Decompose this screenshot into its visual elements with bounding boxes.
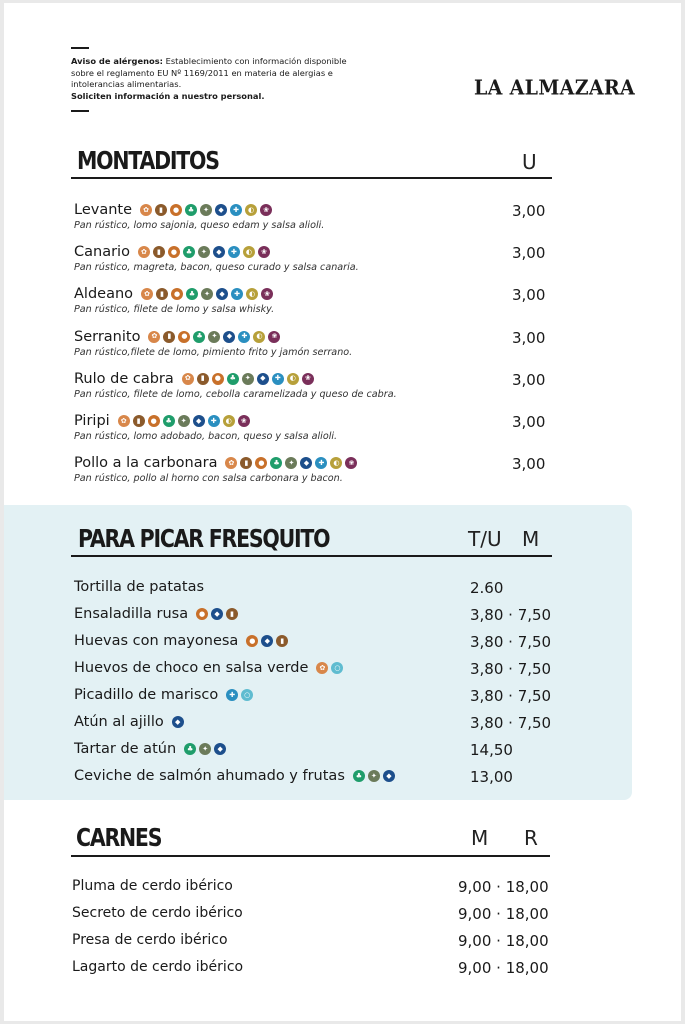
item-price: 3,80 · 7,50: [470, 606, 552, 624]
huevo-icon: ●: [168, 246, 180, 258]
lacteos-icon: ▮: [155, 204, 167, 216]
gluten-icon: ✿: [182, 373, 194, 385]
frutos-secos-icon: ✦: [208, 331, 220, 343]
pescado-icon: ◆: [383, 770, 395, 782]
column-header-m: M: [522, 527, 540, 551]
frutos-secos-icon: ✦: [285, 457, 297, 469]
item-name: Pollo a la carbonara: [74, 455, 218, 472]
item-price: 9,00 · 18,00: [458, 905, 549, 923]
menu-item: [74, 633, 288, 649]
item-name: Levante: [74, 202, 133, 218]
item-name: Ensaladilla rusa: [74, 606, 189, 622]
soja-icon: ♣: [184, 743, 196, 755]
pescado-icon: ◆: [215, 204, 227, 216]
crustaceos-icon: ✚: [230, 204, 242, 216]
column-header-r: R: [524, 826, 538, 850]
item-name: Tortilla de patatas: [74, 579, 205, 595]
brand-logo: LA ALMAZARA: [474, 76, 636, 100]
item-price: 14,50: [470, 741, 513, 759]
item-price: 3,00: [512, 202, 546, 220]
allergen-icons: [246, 635, 288, 647]
gluten-icon: ✿: [225, 457, 237, 469]
allergen-icons: [184, 743, 226, 755]
mostaza-icon: ◐: [243, 246, 255, 258]
pescado-icon: ◆: [193, 415, 205, 427]
crustaceos-icon: ✚: [208, 415, 220, 427]
item-description: Pan rústico,filete de lomo, pimiento frito y jamón serrano.: [74, 346, 353, 358]
frutos-secos-icon: ✦: [368, 770, 380, 782]
soja-icon: ♣: [163, 415, 175, 427]
frutos-secos-icon: ✦: [242, 373, 254, 385]
item-description: Pan rústico, lomo sajonia, queso edam y salsa alioli.: [74, 220, 325, 231]
mostaza-icon: ◐: [246, 288, 258, 300]
item-price: 3,00: [512, 244, 546, 263]
lacteos-icon: ▮: [276, 635, 288, 647]
sulfitos-icon: ❀: [345, 457, 357, 469]
menu-item: [74, 202, 272, 218]
notice-line: sobre el reglamento EU Nº 1169/2011 en materia de alergias e: [71, 67, 333, 78]
menu-item: [74, 371, 314, 387]
huevo-icon: ●: [212, 373, 224, 385]
huevo-icon: ●: [246, 635, 258, 647]
pescado-icon: ◆: [223, 331, 235, 343]
item-name: Huevas con mayonesa: [74, 633, 239, 649]
huevo-icon: ●: [255, 457, 267, 469]
menu-item: [74, 741, 226, 757]
menu-item: Secreto de cerdo ibérico: [72, 905, 243, 921]
divider: [71, 47, 89, 49]
allergen-icons: [182, 373, 314, 385]
item-name: Picadillo de marisco: [74, 687, 219, 703]
pescado-icon: ◆: [216, 288, 228, 300]
item-price: 2.60: [470, 579, 504, 597]
pescado-icon: ◆: [211, 608, 223, 620]
mostaza-icon: ◐: [245, 204, 257, 216]
allergen-icons: [138, 246, 270, 258]
allergen-icons: [140, 204, 272, 216]
item-name: Atún al ajillo: [74, 714, 164, 730]
allergen-icons: [196, 608, 238, 620]
frutos-secos-icon: ✦: [199, 743, 211, 755]
item-price: 3,00: [512, 455, 546, 474]
item-name: Piripi: [74, 413, 110, 429]
crustaceos-icon: ✚: [238, 331, 250, 343]
gluten-icon: ✿: [138, 246, 150, 258]
allergen-icons: [226, 689, 253, 701]
item-price: 3,80 · 7,50: [470, 633, 552, 651]
soja-icon: ♣: [270, 457, 282, 469]
mostaza-icon: ◐: [223, 415, 235, 427]
section-divider: [71, 855, 550, 857]
item-description: Pan rústico, lomo adobado, bacon, queso y salsa alioli.: [74, 431, 338, 442]
section-title-montaditos: MONTADITOS: [77, 146, 219, 175]
menu-item: [74, 687, 253, 703]
sulfitos-icon: ❀: [261, 288, 273, 300]
frutos-secos-icon: ✦: [200, 204, 212, 216]
column-header-u: U: [522, 150, 537, 174]
lacteos-icon: ▮: [240, 457, 252, 469]
section-divider: [71, 177, 552, 179]
allergen-icons: [172, 716, 184, 728]
item-name: Huevos de choco en salsa verde: [74, 660, 309, 676]
huevo-icon: ●: [148, 415, 160, 427]
allergen-icons: [148, 331, 280, 343]
sulfitos-icon: ❀: [302, 373, 314, 385]
item-price: 3,80 · 7,50: [470, 687, 552, 705]
item-price: 9,00 · 18,00: [458, 932, 549, 950]
allergen-notice: [71, 47, 371, 112]
pescado-icon: ◆: [172, 716, 184, 728]
soja-icon: ♣: [353, 770, 365, 782]
allergen-icons: [316, 662, 343, 674]
menu-item: [74, 329, 280, 345]
notice-line: Aviso de alérgenos: Establecimiento con información disponible: [71, 56, 347, 66]
frutos-secos-icon: ✦: [198, 246, 210, 258]
item-name: Aldeano: [74, 286, 134, 303]
section-divider: [71, 555, 552, 557]
item-price: 3,00: [512, 370, 546, 389]
pescado-icon: ◆: [214, 743, 226, 755]
item-price: 3,00: [512, 286, 546, 305]
sulfitos-icon: ❀: [238, 415, 250, 427]
crustaceos-icon: ✚: [315, 457, 327, 469]
gluten-icon: ✿: [141, 288, 153, 300]
menu-item: [74, 768, 395, 784]
lacteos-icon: ▮: [163, 331, 175, 343]
allergen-icons: [118, 415, 250, 427]
soja-icon: ♣: [227, 373, 239, 385]
mostaza-icon: ◐: [287, 373, 299, 385]
lacteos-icon: ▮: [153, 246, 165, 258]
item-price: 13,00: [470, 768, 513, 786]
item-name: Ceviche de salmón ahumado y frutas: [74, 768, 345, 784]
lacteos-icon: ▮: [133, 415, 145, 427]
item-name: Rulo de cabra: [74, 370, 174, 387]
menu-item: Lagarto de cerdo ibérico: [72, 959, 244, 975]
crustaceos-icon: ✚: [228, 246, 240, 258]
item-description: Pan rústico, magreta, bacon, queso curado y salsa canaria.: [74, 262, 359, 274]
menu-item: Pluma de cerdo ibérico: [72, 878, 233, 894]
huevo-icon: ●: [170, 204, 182, 216]
allergen-icons: [353, 770, 395, 782]
huevo-icon: ●: [171, 288, 183, 300]
menu-item: [74, 244, 270, 260]
menu-item: [74, 286, 273, 302]
section-title-carnes: CARNES: [76, 823, 162, 852]
crustaceos-icon: ✚: [231, 288, 243, 300]
gluten-icon: ✿: [148, 331, 160, 343]
moluscos-icon: ○: [331, 662, 343, 674]
allergen-icons: [225, 457, 357, 469]
moluscos-icon: ○: [241, 689, 253, 701]
crustaceos-icon: ✚: [272, 373, 284, 385]
gluten-icon: ✿: [118, 415, 130, 427]
soja-icon: ♣: [193, 331, 205, 343]
gluten-icon: ✿: [140, 204, 152, 216]
pescado-icon: ◆: [257, 373, 269, 385]
item-price: 3,80 · 7,50: [470, 660, 552, 678]
menu-page: [4, 3, 681, 1021]
crustaceos-icon: ✚: [226, 689, 238, 701]
lacteos-icon: ▮: [156, 288, 168, 300]
section-title-picar: PARA PICAR FRESQUITO: [78, 524, 330, 553]
column-header-tu: T/U: [468, 527, 502, 551]
column-header-m: M: [471, 826, 489, 850]
soja-icon: ♣: [185, 204, 197, 216]
item-name: Tartar de atún: [74, 741, 177, 757]
frutos-secos-icon: ✦: [201, 288, 213, 300]
pescado-icon: ◆: [213, 246, 225, 258]
soja-icon: ♣: [183, 246, 195, 258]
item-description: Pan rústico, pollo al horno con salsa carbonara y bacon.: [74, 473, 343, 485]
sulfitos-icon: ❀: [268, 331, 280, 343]
menu-item: [74, 660, 343, 676]
item-price: 3,00: [512, 328, 546, 347]
soja-icon: ♣: [186, 288, 198, 300]
item-price: 3,80 · 7,50: [470, 714, 552, 732]
sulfitos-icon: ❀: [258, 246, 270, 258]
menu-item: [74, 606, 238, 622]
item-name: Canario: [74, 244, 130, 261]
lacteos-icon: ▮: [226, 608, 238, 620]
gluten-icon: ✿: [316, 662, 328, 674]
menu-item: [74, 579, 204, 595]
huevo-icon: ●: [178, 331, 190, 343]
menu-item: Presa de cerdo ibérico: [72, 932, 228, 948]
frutos-secos-icon: ✦: [178, 415, 190, 427]
menu-item: [74, 413, 250, 429]
mostaza-icon: ◐: [253, 331, 265, 343]
mostaza-icon: ◐: [330, 457, 342, 469]
divider: [71, 110, 89, 112]
item-price: 9,00 · 18,00: [458, 959, 549, 977]
lacteos-icon: ▮: [197, 373, 209, 385]
item-description: Pan rústico, filete de lomo y salsa whisky.: [74, 304, 275, 316]
menu-item: [74, 714, 184, 730]
item-name: Serranito: [74, 328, 141, 345]
item-price: 3,00: [512, 413, 546, 431]
pescado-icon: ◆: [261, 635, 273, 647]
notice-line: Soliciten información a nuestro personal.: [71, 90, 265, 101]
notice-line: intolerancias alimentarias.: [71, 79, 182, 90]
huevo-icon: ●: [196, 608, 208, 620]
item-description: Pan rústico, filete de lomo, cebolla caramelizada y queso de cabra.: [74, 388, 397, 400]
item-price: 9,00 · 18,00: [458, 878, 549, 896]
menu-item: [74, 455, 357, 471]
pescado-icon: ◆: [300, 457, 312, 469]
sulfitos-icon: ❀: [260, 204, 272, 216]
allergen-icons: [141, 288, 273, 300]
